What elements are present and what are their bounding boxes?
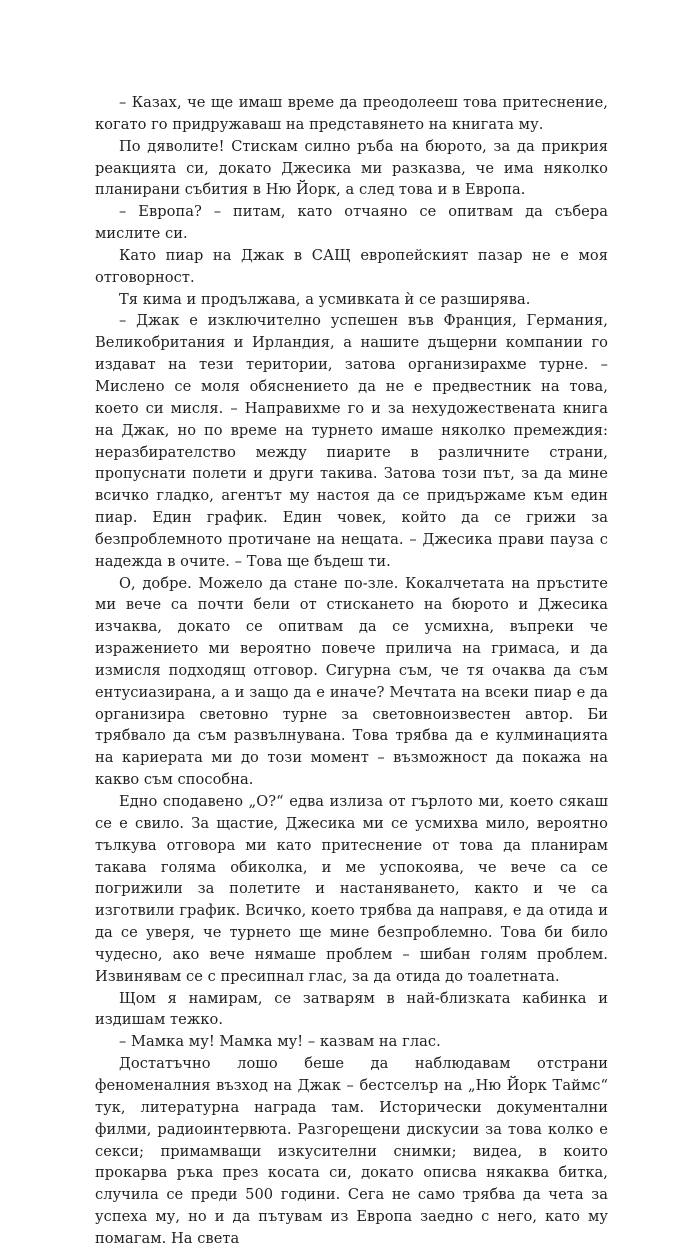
paragraph: Достатъчно лошо беше да наблюдавам отстрани феноменалния възход на Джак – бестселър на „Ню Йорк Таймс“ тук, литературна награда там. Исторически документални филми, радиоинтервюта. Разгорещени дискусии за това колко е секси; примамващи изкусителни снимки; видеа, в които прокарва ръка през косата си, докато описва някаква битка, случила се преди 500 години. Сега не само трябва да чета за успеха му, но и да пътувам из Европа заедно с него, като му помагам. На света (95, 1055, 608, 1247)
paragraph: – Казах, че ще имаш време да преодолееш това притеснение, когато го придружаваш на представянето на книгата му. (95, 94, 608, 133)
paragraph: – Джак е изключително успешен във Франция, Германия, Великобритания и Ирландия, а нашите дъщерни компании го издават на тези територии, затова организирахме турне. – Мислено се моля обяснението да не е предвестник на това, което си мисля. – Направихме го и за нехудожествената книга на Джак, но по време на турнето имаше няколко премеждия: неразбирателство между пиарите в различните страни, пропуснати полети и други такива. Затова този път, за да мине всичко гладко, агентът му настоя да се придържаме към един пиар. Един график. Един човек, който да се грижи за безпроблемното протичане на нещата. – Джесика прави пауза с надежда в очите. – Това ще бъдеш ти. (95, 312, 608, 570)
paragraph: – Мамка му! Мамка му! – казвам на глас. (119, 1033, 441, 1051)
paragraph: Щом я намирам, се затварям в най-близката кабинка и издишам тежко. (95, 989, 608, 1029)
paragraph: Тя кима и продължава, а усмивката ѝ се разширява. (119, 290, 531, 308)
paragraph: Като пиар на Джак в САЩ европейският пазар не е моя отговорност. (95, 246, 608, 286)
paragraph: О, добре. Можело да стане по-зле. Кокалчетата на пръстите ми вече са почти бели от стискането на бюрото и Джесика изчаква, докато се опитвам да се усмихна, въпреки че изражението ми вероятно повече прилича на гримаса, и да измисля подходящ отговор. Сигурна съм, че тя очаква да съм ентусиазирана, а и защо да е иначе? Мечтата на всеки пиар е да организира световно турне за световноизвестен автор. Би трябвало да съм развълнувана. Това трябва да е кулминацията на кариерата ми до този момент – възможност да покажа на какво съм способна. (95, 574, 608, 789)
paragraph: По дяволите! Стискам силно ръба на бюрото, за да прикрия реакцията си, докато Джесика ми разказва, че има няколко планирани събития в Ню Йорк, а след това и в Европа. (95, 137, 608, 199)
book-page (95, 92, 608, 1250)
paragraph: – Европа? – питам, като отчаяно се опитвам да събера мислите си. (95, 203, 608, 243)
paragraph: Едно сподавено „О?“ едва излиза от гърлото ми, което сякаш се е свило. За щастие, Джесика ми се усмихва мило, вероятно тълкува отговора ми като притеснение от това да планирам такава голяма обиколка, и ме успокоява, че вече са се погрижили за полетите и настаняването, както и че са изготвили график. Всичко, което трябва да направя, е да отида и да се уверя, че турнето ще мине безпроблемно. Това би било чудесно, ако вече нямаше проблем – шибан голям проблем. Извинявам се с пресипнал глас, за да отида до тоалетната. (95, 793, 608, 985)
